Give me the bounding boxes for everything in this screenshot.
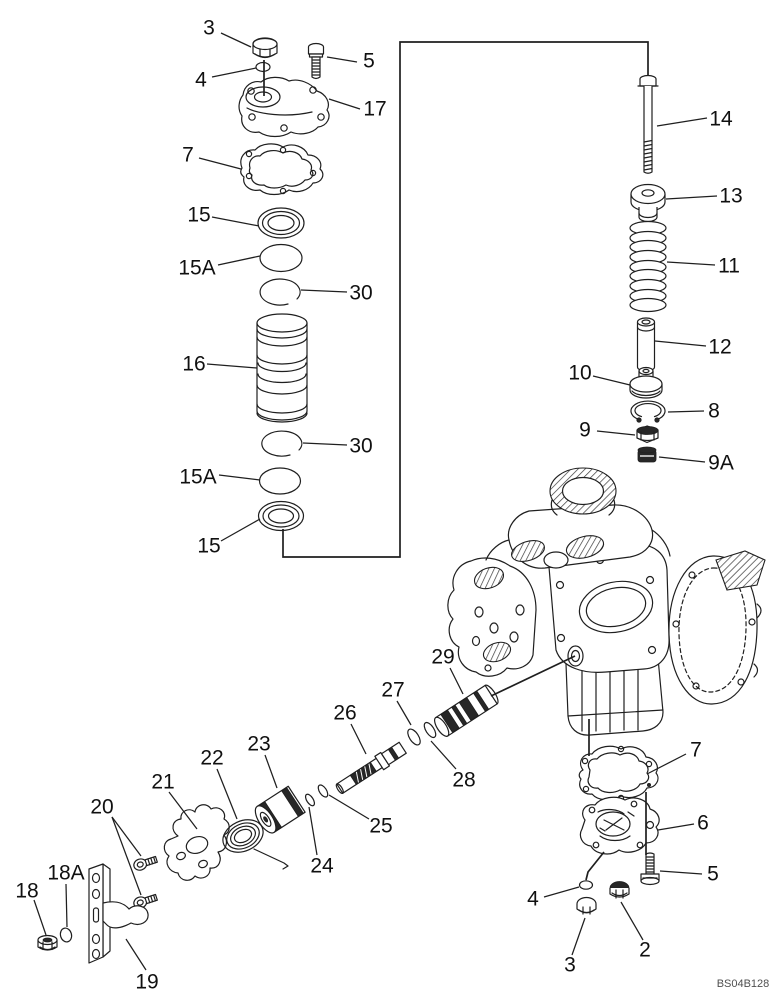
callout-label-21: 21	[151, 770, 175, 794]
callout-leader-9A	[659, 457, 705, 462]
part-bolt-14	[638, 76, 658, 174]
callout-leader-16	[207, 364, 257, 368]
callout-leader-12	[655, 341, 706, 346]
part-cover-17	[239, 77, 329, 136]
callout-leader-5	[327, 57, 357, 62]
callout-label-27: 27	[381, 678, 405, 702]
callout-leader-18A	[66, 884, 67, 927]
callout-leader-7	[199, 158, 241, 169]
part-bolt-5-bottom	[641, 853, 659, 885]
callout-leader-18	[34, 900, 46, 935]
part-plug-3	[253, 38, 277, 58]
callout-label-15: 15	[197, 534, 221, 558]
callout-leader-11	[667, 262, 715, 265]
part-bracket-19	[89, 864, 148, 963]
callout-label-15A: 15A	[179, 465, 217, 489]
part-snap-ring-8	[631, 401, 665, 422]
callout-label-4: 4	[527, 887, 539, 911]
part-spool-16	[257, 314, 307, 422]
callout-label-16: 16	[182, 352, 206, 376]
callout-label-30: 30	[349, 281, 373, 305]
callout-label-18: 18	[15, 879, 39, 903]
callout-leader-4	[544, 887, 579, 897]
callout-leader-6	[658, 824, 694, 830]
callout-label-3: 3	[564, 953, 576, 977]
part-bushing-23	[251, 786, 305, 836]
callout-leader-8	[668, 411, 704, 412]
callout-label-23: 23	[247, 732, 271, 756]
callout-leader-26	[351, 724, 366, 754]
callout-leader-3	[221, 33, 251, 47]
callout-label-26: 26	[333, 701, 357, 725]
callout-leader-15A	[218, 256, 260, 265]
part-spring-11	[630, 222, 666, 312]
callout-leader-4	[212, 68, 256, 77]
assembly-connector-line	[586, 852, 604, 880]
callout-leader-24	[309, 807, 317, 855]
callout-leader-13	[666, 196, 717, 199]
part-oring-15A-bottom	[260, 468, 301, 494]
callout-leader-27	[397, 701, 411, 725]
part-nut-18	[38, 936, 57, 951]
callout-label-19: 19	[135, 970, 159, 994]
callout-label-17: 17	[363, 97, 387, 121]
callout-label-8: 8	[708, 399, 720, 423]
part-washer-18A	[59, 927, 73, 943]
callout-label-15: 15	[187, 203, 211, 227]
callout-label-28: 28	[452, 768, 476, 792]
part-oring-15A-top	[260, 245, 302, 272]
callout-label-7: 7	[690, 738, 702, 762]
callout-label-15A: 15A	[178, 256, 216, 280]
callout-label-5: 5	[363, 49, 375, 73]
callout-label-24: 24	[310, 854, 334, 878]
part-nut-9A	[638, 447, 656, 462]
part-seal-15-bottom	[259, 502, 304, 531]
callout-leader-30	[301, 290, 347, 292]
callout-leader-5	[660, 871, 702, 874]
part-plug-13	[631, 185, 665, 222]
callout-leader-19	[126, 939, 146, 970]
part-seal-15-top	[258, 208, 304, 238]
callout-leader-9	[597, 431, 635, 435]
callout-leader-29	[450, 668, 463, 694]
callout-label-25: 25	[369, 814, 393, 838]
callout-label-3: 3	[203, 16, 215, 40]
callout-label-12: 12	[708, 335, 732, 359]
callout-leader-20	[112, 817, 141, 856]
callout-leader-15	[221, 519, 260, 541]
part-oring-4-bottom	[580, 881, 593, 889]
callout-label-20: 20	[90, 795, 114, 819]
callout-leader-20	[112, 817, 141, 895]
part-oring-4	[256, 63, 270, 72]
part-cover-6	[580, 797, 659, 854]
part-screw-20a	[132, 854, 158, 872]
callout-leader-2	[621, 902, 643, 940]
callout-label-30: 30	[349, 434, 373, 458]
callout-leader-10	[593, 376, 630, 385]
part-plug-3-bottom	[577, 898, 596, 914]
figure-id-watermark: BS04B128	[716, 978, 770, 990]
part-spool-12	[638, 318, 655, 371]
part-shaft-26	[334, 741, 407, 796]
part-oring-30-top	[260, 279, 300, 305]
callout-leader-15	[212, 217, 259, 226]
callout-label-14: 14	[709, 107, 733, 131]
part-ring-24	[304, 793, 316, 807]
callout-leader-3	[572, 918, 585, 955]
callout-label-2: 2	[639, 938, 651, 962]
part-cam-lever-21	[164, 805, 229, 881]
callout-label-9A: 9A	[708, 451, 734, 475]
part-bolt-5	[309, 44, 324, 79]
callout-label-22: 22	[200, 746, 224, 770]
part-gasket-7-top	[241, 144, 323, 195]
callout-leader-17	[329, 99, 360, 109]
callout-label-11: 11	[718, 254, 740, 278]
callout-leader-23	[265, 755, 277, 788]
callout-label-10: 10	[568, 361, 592, 385]
callout-label-6: 6	[697, 811, 709, 835]
callout-label-9: 9	[579, 418, 591, 442]
callout-leader-30	[303, 443, 347, 445]
part-oring-30-bottom	[262, 431, 302, 456]
callout-label-29: 29	[431, 645, 455, 669]
callout-label-7: 7	[182, 143, 194, 167]
part-spool-29	[432, 683, 501, 738]
part-nut-2	[610, 882, 629, 899]
callout-label-18A: 18A	[47, 861, 85, 885]
part-nut-9	[637, 426, 658, 443]
callout-leader-14	[657, 118, 707, 126]
part-oring-25	[316, 783, 329, 798]
callout-label-13: 13	[719, 184, 743, 208]
callout-label-5: 5	[707, 862, 719, 886]
callout-label-4: 4	[195, 68, 207, 92]
callout-leader-15A	[219, 475, 260, 480]
part-ring-27	[405, 727, 422, 747]
part-grommet-10	[630, 368, 662, 399]
callout-leader-25	[329, 795, 369, 819]
callout-leader-28	[431, 741, 456, 769]
